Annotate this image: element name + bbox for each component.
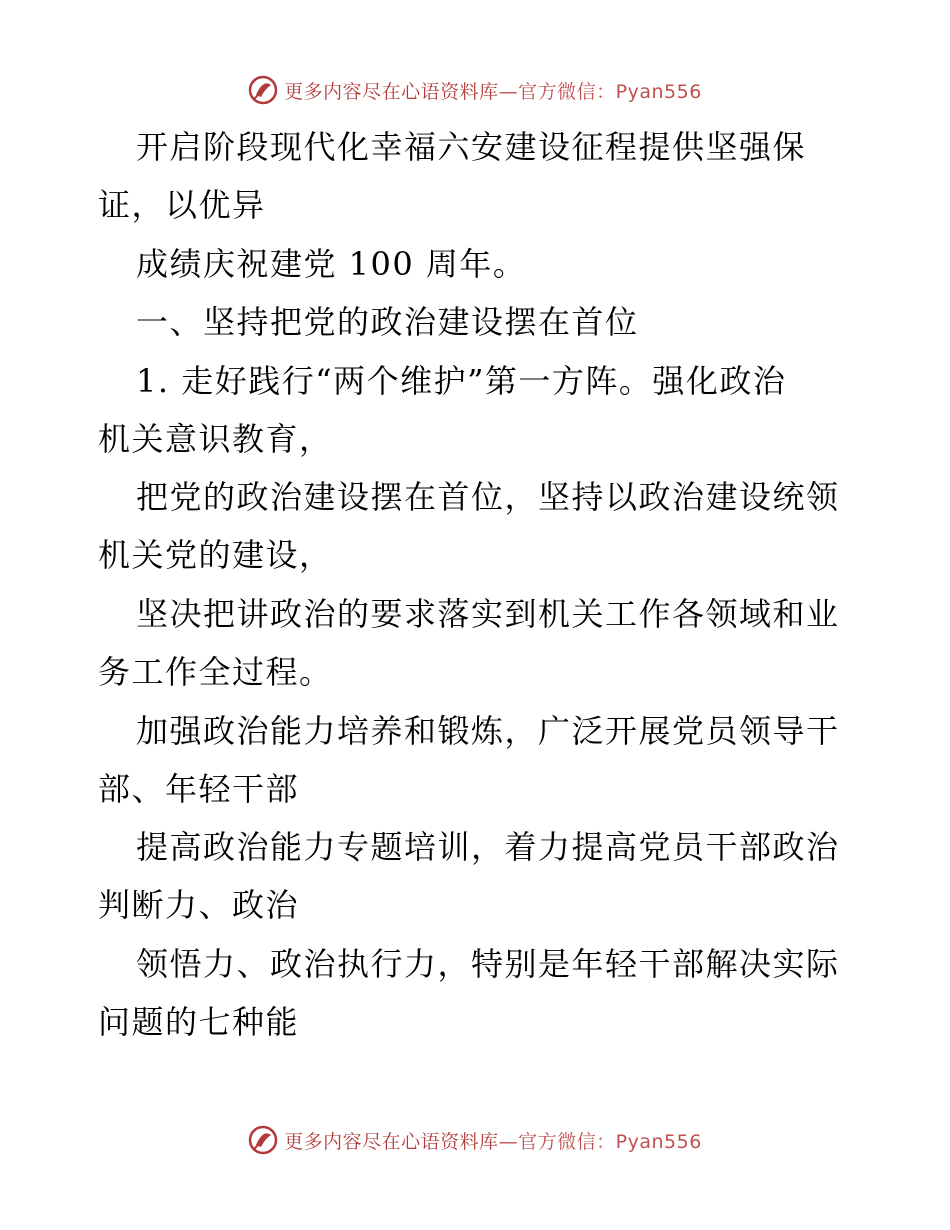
paragraph-line: 1. 走好践行“两个维护”第一方阵。强化政治 bbox=[136, 362, 787, 400]
paragraph-line: 机关意识教育， bbox=[98, 420, 333, 458]
paragraph-line: 开启阶段现代化幸福六安建设征程提供坚强保 bbox=[136, 128, 807, 166]
paragraph-line: 务工作全过程。 bbox=[98, 653, 333, 691]
header-watermark bbox=[0, 70, 950, 110]
watermark-text bbox=[284, 1127, 702, 1154]
watermark-text-main: 更多内容尽在心语资料库 bbox=[284, 80, 499, 103]
paragraph-line: 加强政治能力培养和锻炼，广泛开展党员领导干 bbox=[136, 712, 840, 750]
paragraph-line: 提高政治能力专题培训，着力提高党员干部政治 bbox=[136, 828, 840, 866]
paragraph-line: 成绩庆祝建党 100 周年。 bbox=[136, 245, 527, 283]
section-heading: 一、坚持把党的政治建设摆在首位 bbox=[136, 303, 639, 341]
watermark-text-rest: —官方微信：Pyan556 bbox=[498, 1130, 702, 1153]
watermark-text-main: 更多内容尽在心语资料库 bbox=[284, 1130, 499, 1153]
paragraph-line: 部、年轻干部 bbox=[98, 770, 300, 808]
paragraph-line: 判断力、政治 bbox=[98, 886, 300, 924]
paragraph-line: 证，以优异 bbox=[98, 186, 266, 224]
footer-watermark bbox=[0, 1120, 950, 1160]
watermark-text-rest: —官方微信：Pyan556 bbox=[498, 80, 702, 103]
watermark-text bbox=[284, 77, 702, 104]
paragraph-line: 坚决把讲政治的要求落实到机关工作各领域和业 bbox=[136, 595, 840, 633]
watermark-logo-icon bbox=[248, 75, 278, 105]
paragraph-line: 把党的政治建设摆在首位，坚持以政治建设统领 bbox=[136, 478, 840, 516]
paragraph-line: 问题的七种能 bbox=[98, 1003, 300, 1041]
paragraph-line: 机关党的建设， bbox=[98, 536, 333, 574]
paragraph-line: 领悟力、政治执行力，特别是年轻干部解决实际 bbox=[136, 945, 840, 983]
watermark-logo-icon bbox=[248, 1125, 278, 1155]
